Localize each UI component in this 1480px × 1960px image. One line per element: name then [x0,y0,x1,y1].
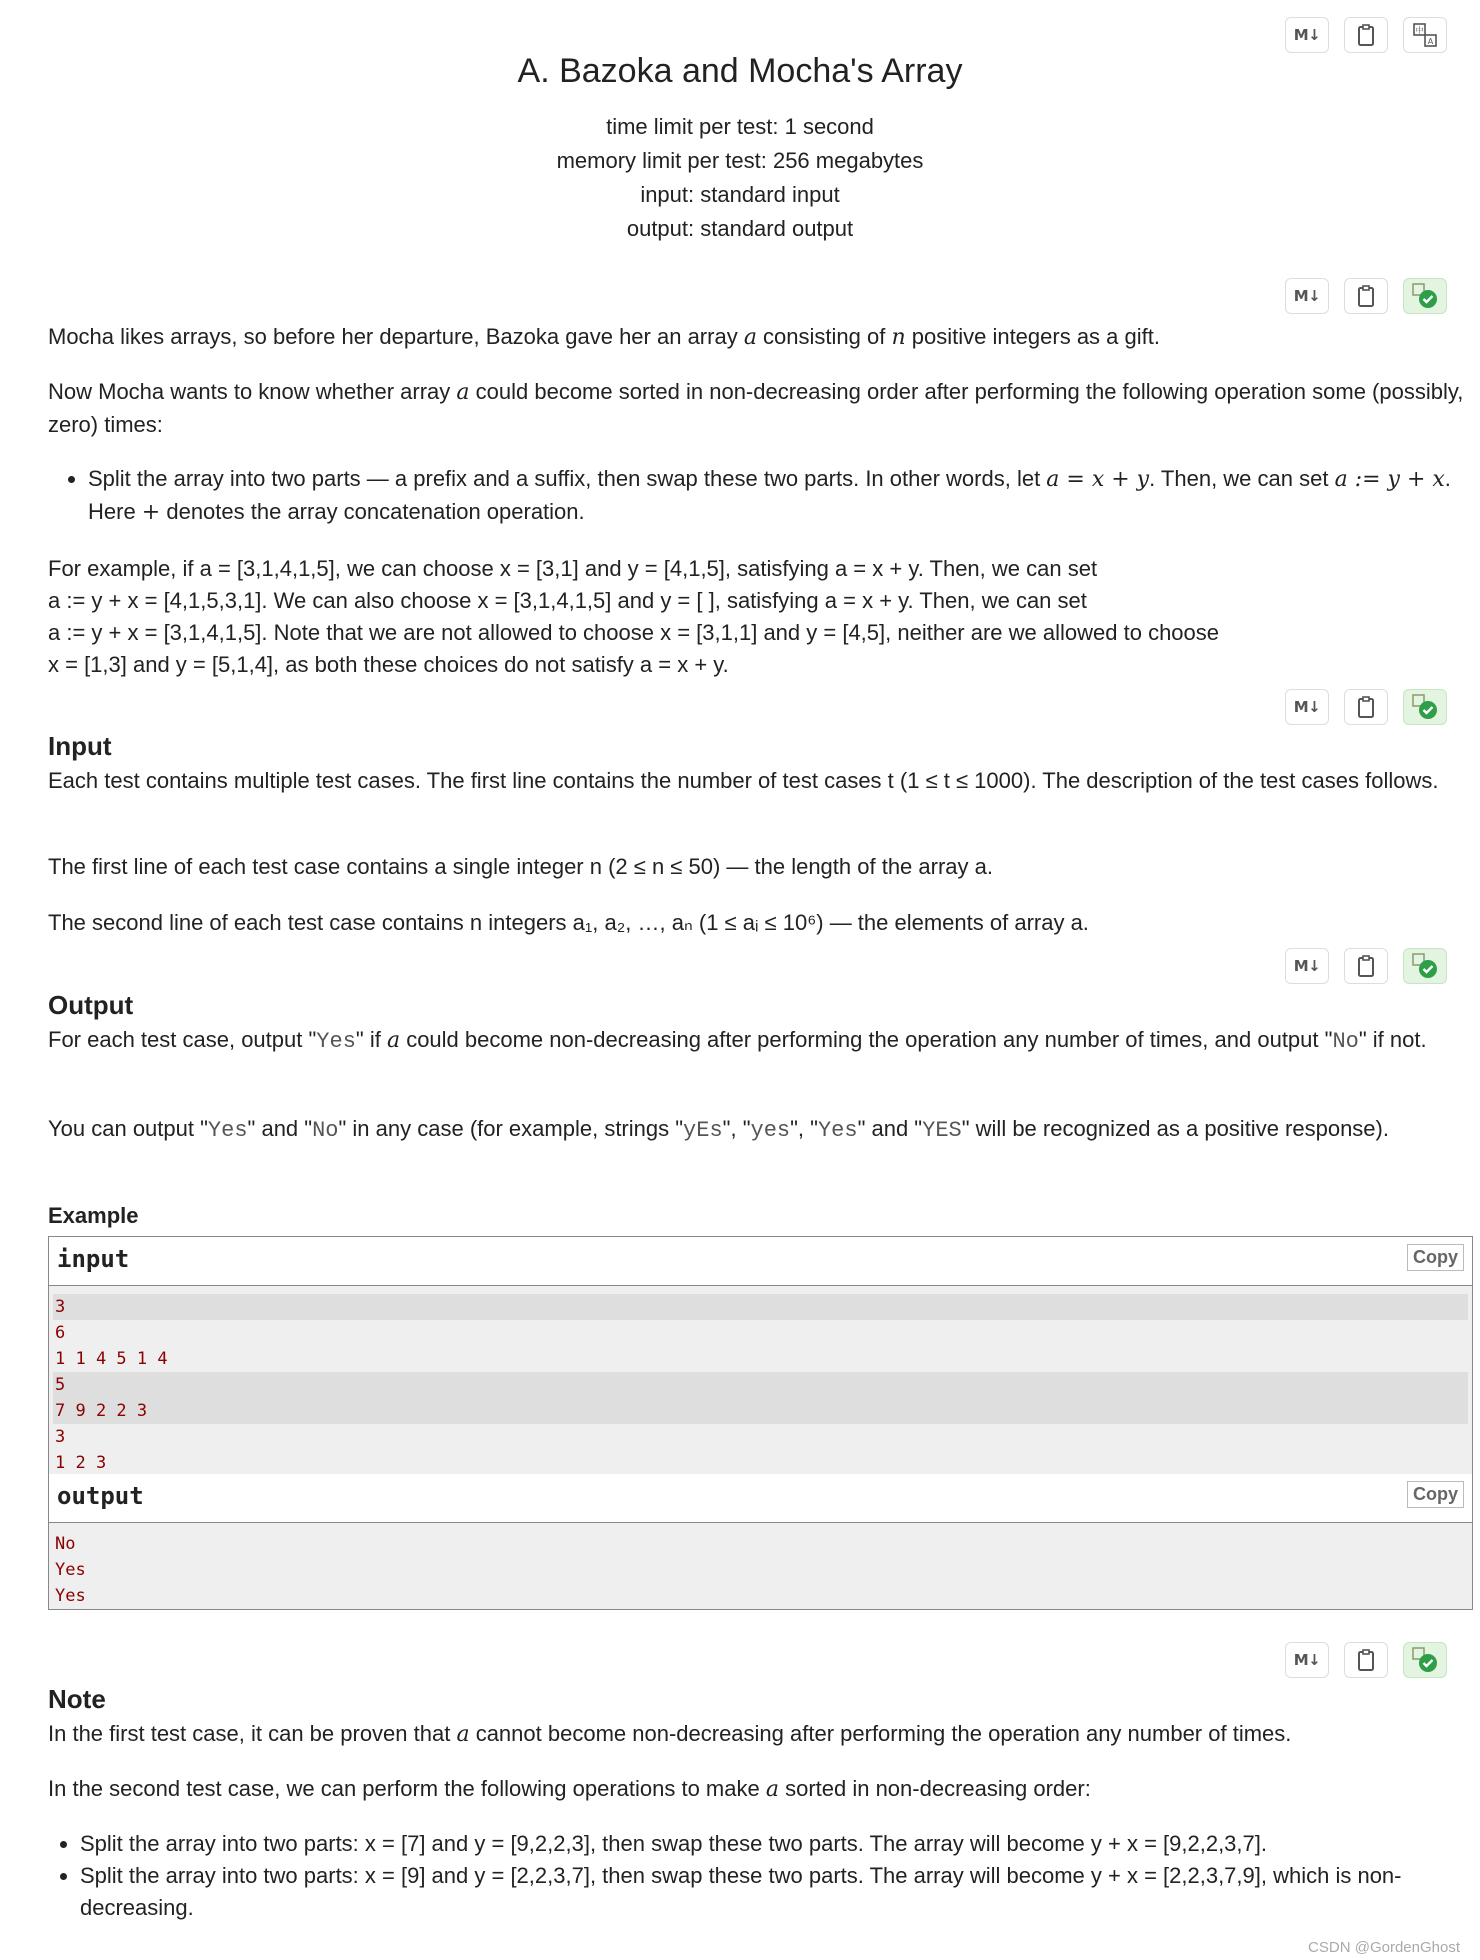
note-heading: Note [48,1684,106,1714]
sample-output: No Yes Yes [55,1534,86,1606]
translate-done-button[interactable] [1403,948,1447,984]
markdown-icon: M↓ [1293,698,1321,716]
translate-done-button[interactable] [1403,278,1447,314]
sample-input: 3 6 1 1 4 5 1 4 5 7 9 2 2 3 3 1 2 3 [49,1286,1472,1482]
output-heading: Output [48,990,134,1020]
statement-toolbar [1285,278,1447,314]
markdown-icon: M↓ [1293,1651,1321,1669]
memory-limit: memory limit per test: 256 megabytes [556,148,924,173]
markdown-icon: M↓ [1293,26,1321,44]
output-toolbar [1285,948,1447,984]
translate-done-button[interactable] [1403,1642,1447,1678]
copy-button[interactable] [1344,948,1388,984]
problem-meta [0,110,1480,246]
translate-icon [1412,22,1438,48]
sample-output-box [48,1474,1473,1610]
header-toolbar [1285,17,1447,53]
clipboard-icon [1357,954,1375,978]
translate-done-button[interactable] [1403,689,1447,725]
clipboard-icon [1357,284,1375,308]
time-limit: time limit per test: 1 second [606,114,874,139]
input-toolbar [1285,689,1447,725]
watermark: CSDN @GordenGhost [1308,1939,1460,1956]
clipboard-icon [1357,23,1375,47]
output-paragraph-1: For each test case, output "Yes" if a could become non-decreasing after performing the operation any number of times, and output "No" if not. [48,1027,1427,1054]
output-spec: output: standard output [626,216,854,241]
translate-button[interactable] [1403,17,1447,53]
copy-output-button[interactable]: Copy [1407,1481,1464,1508]
note-item: • Split the array into two parts: x = [9] and y = [2,2,3,7], then swap these two parts. The array will become y + x = [2,2,3,7,9], which is non-decreasing. [80,1860,1460,1924]
input-heading: Input [48,731,112,761]
problem-title: A. Bazoka and Mocha's Array [517,52,963,90]
input-paragraph-2: The first line of each test case contains a single integer n (2 ≤ n ≤ 50) — the length of the array a. [48,854,993,879]
note-paragraph-2: In the second test case, we can perform the following operations to make a sorted in non-decreasing order: [48,1776,1091,1802]
sample-input-label: input [57,1245,130,1273]
translate-check-icon [1411,952,1439,980]
svg-text:A: A [1427,37,1434,46]
copy-button[interactable] [1344,17,1388,53]
markdown-button[interactable] [1285,948,1329,984]
sample-output-label: output [57,1482,144,1510]
copy-button[interactable] [1344,1642,1388,1678]
translate-check-icon [1411,1646,1439,1674]
svg-text:中: 中 [1415,26,1424,35]
input-spec: input: standard input [640,182,840,207]
statement-paragraph-1: Mocha likes arrays, so before her departure, Bazoka gave her an array a consisting of n positive integers as a gift. [48,324,1160,350]
copy-button[interactable] [1344,689,1388,725]
input-paragraph-1: Each test contains multiple test cases. The first line contains the number of test cases t (1 ≤ t ≤ 1000). The description of the test cases follows. [48,768,1439,793]
statement-example: For example, if a = [3,1,4,1,5], we can choose x = [3,1] and y = [4,1,5], satisfying a = x + y. Then, we can set a := y + x = [4,1,5,3,1]. We can also choose x = [3,1,4,1,5] and y = [ ], satisfying a = x + y. Then, we can set a := y + x = [3,1,4,1,5]. Note that we are not allowed to choose x = [3,1,1] and y = [4,5], neither are we allowed to choose x = [1,3] and y = [5,1,4], as both these choices do not satisfy a = x + y. [48,556,1220,677]
markdown-button[interactable] [1285,17,1329,53]
translate-check-icon [1411,693,1439,721]
output-paragraph-2: You can output "Yes" and "No" in any case (for example, strings "yEs", "yes", "Yes" and "YES" will be recognized as a positive response). [48,1116,1389,1143]
note-list [40,1828,1460,1924]
copy-button[interactable] [1344,278,1388,314]
sample-input-box [48,1236,1473,1476]
operation-list [48,463,1468,529]
copy-input-button[interactable]: Copy [1407,1244,1464,1271]
statement-paragraph-2: Now Mocha wants to know whether array a could become sorted in non-decreasing order after performing the following operation some (possibly, zero) times: [48,379,1464,437]
note-paragraph-1: In the first test case, it can be proven that a cannot become non-decreasing after performing the operation any number of times. [48,1721,1292,1747]
operation-item: • Split the array into two parts — a prefix and a suffix, then swap these two parts. In other words, let a = x + y. Then, we can set a := y + x. Here + denotes the array concatenation operation. [88,463,1468,529]
markdown-icon: M↓ [1293,957,1321,975]
markdown-button[interactable] [1285,278,1329,314]
clipboard-icon [1357,695,1375,719]
note-toolbar [1285,1642,1447,1678]
example-heading: Example [48,1203,139,1228]
input-paragraph-3: The second line of each test case contains n integers a₁, a₂, …, aₙ (1 ≤ aᵢ ≤ 10⁶) — the elements of array a. [48,910,1089,935]
markdown-icon: M↓ [1293,287,1321,305]
note-item: • Split the array into two parts: x = [7] and y = [9,2,2,3], then swap these two parts. The array will become y + x = [9,2,2,3,7]. [80,1828,1460,1860]
markdown-button[interactable] [1285,689,1329,725]
clipboard-icon [1357,1648,1375,1672]
translate-check-icon [1411,282,1439,310]
markdown-button[interactable] [1285,1642,1329,1678]
